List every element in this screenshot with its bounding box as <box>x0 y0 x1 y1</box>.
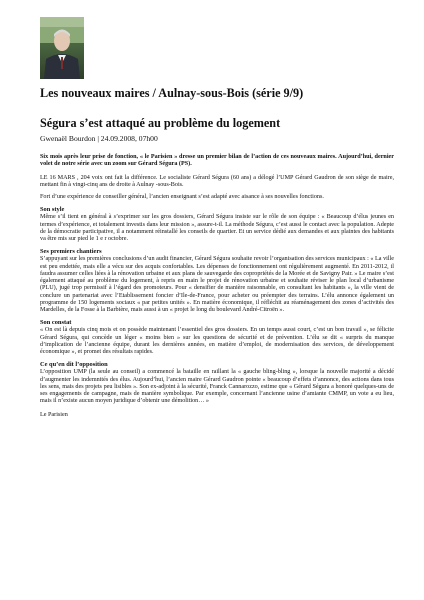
intro-paragraph: Fort d’une expérience de conseiller général, l’ancien enseignant s’est adapté avec aisance à ses nouvelles fonctions. <box>40 194 324 200</box>
article-headline: Ségura s’est attaqué au problème du logement <box>40 116 281 130</box>
section-paragraph: « On est là depuis cinq mois et on possède maintenant l’essentiel des gros dossiers. En un temps aussi court, c’est un bon travail », se félicite Gérard Ségura, qui concède un léger « moins bien » sur les questions de sécurité et de prévention. L’élu se dit « surpris du manque d’implication de l’ancienne équipe, durant les dernières années, en matière d’emploi, de modernisation des services, de développement économique », et promet des résultats rapides. <box>40 327 394 355</box>
intro-paragraph: LE 16 MARS , 204 voix ont fait la différence. Le socialiste Gérard Ségura (60 ans) a délogé l’UMP Gérard Gaudron de son siège de maire, mettant fin à vingt-cinq ans de droite à Aulnay -sous-Bois. <box>40 174 394 188</box>
section-heading-assessment: Son constat <box>40 319 72 327</box>
section-heading-opposition: Ce qu’en dit l’opposition <box>40 361 108 369</box>
section-heading-style: Son style <box>40 206 65 214</box>
publication-date: 24.09.2008, 07h00 <box>100 134 158 143</box>
byline-separator: | <box>97 134 101 143</box>
section-paragraph: S’appuyant sur les premières conclusions d’un audit financier, Gérard Ségura souhaite revoir l’organisation des services municipaux : « La ville est peu endettée, mais elle a vécu sur des acquis confortables. Les dépenses de fonctionnement ont régulièrement augmenté. En 2011-2012, il faudra assumer celles liées à la rénovation urbaine et aux plans de sauvegarde des copropriétés de la Morée et de Savigny Pair. » Le maire s’est également attaqué au problème du logement, à repris en main le projet de rénovation urbaine et souhaite réviser le plan local d’urbanisme (PLU), jugé trop permissif à l’égard des promoteurs. Pour « densifier de manière raisonnable, en consultant les habitants », la ville vient de conclure un partenariat avec l’Etablissement foncier d’Ile-de-France, pour acheter ou préempter des terrains. L’élu annonce également un programme de 150 logements sociaux « par petites unités ». En matière économique, il réfléchit au réaménagement des zones d’activités des Mardelles, de la Fosse à la Barbière, mais aussi à un « projet le long du boulevard André-Citroën ». <box>40 256 394 313</box>
portrait-photo <box>40 17 84 79</box>
byline <box>40 134 400 144</box>
section-paragraph: Même s’il tient en général à s’exprimer sur les gros dossiers, Gérard Ségura insiste sur le rôle de son équipe : « Beaucoup d’élus jeunes en termes d’expérience, et totalement investis dans leur mission », assure-t-il. La méthode Ségura, c’est aussi le contact avec la population. Adepte de la démocratie participative, il a notamment réinstallé les conseils de quartier. Et un service dédié aux demandes et aux plaintes des habitants va être mis sur pied le 1 e r octobre. <box>40 214 394 242</box>
section-paragraph: L’opposition UMP (la seule au conseil) a commencé la bataille en raillant la « gauche bling-bling », lorsque la nouvelle majorité a décidé d’augmenter les indemnités des élus. Aujourd’hui, l’ancien maire Gérard Gaudron pointe « beaucoup d’effets d’annonce, des actions dans tous les sens, mais des projets peu lisibles ». Son ex-adjoint à la sécurité, Franck Cannarozzo, estime que « Gérard Ségura a honoré quelques-uns de ses engagements de campagne, mais de manière symbolique. Par exemple, concernant l’ancienne usine d’amiante CMMP, un vote a eu lieu, mais il n’existe aucun moyen juridique d’obtenir une démolition… » <box>40 369 394 405</box>
section-heading-projects: Ses premiers chantiers <box>40 248 102 256</box>
article-body <box>40 154 394 419</box>
article-lead: Six mois après leur prise de fonction, « le Parisien » dresse un premier bilan de l’action de ces nouveaux maires. Aujourd’hui, dernier volet de notre série avec un zoom sur Gérard Ségura (PS). <box>40 154 394 168</box>
source-credit: Le Parisien <box>40 411 68 418</box>
author-name: Gwenaël Bourdon <box>40 134 96 143</box>
series-title: Les nouveaux maires / Aulnay-sous-Bois (série 9/9) <box>40 86 304 100</box>
